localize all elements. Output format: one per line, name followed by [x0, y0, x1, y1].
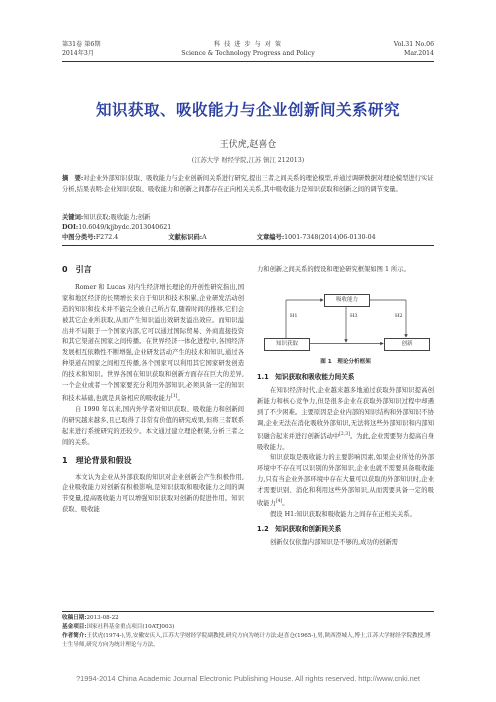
figure-1	[262, 292, 430, 356]
abstract	[62, 174, 438, 196]
doi-text: 10.6049/kjjbydc.2013040621	[78, 224, 172, 231]
innovation-box: 创新	[384, 338, 430, 351]
intro-p1-text: Romer 和 Lucas 对内生经济增长理论的开创性研究指出,国家和地区经济的长期增长来自于知识和技术积累,企业研发活动创造的知识和技术并不能完全被自己所占有,随着时间的推移,它们会被其它企业所获取,从而产生知识溢出效研发溢出效应。而知识溢出并不局限于一个国家内部,它可以通过国际贸易、外商直接投资和其它渠道在国家之间传播。在世界经济一体化进程中,各国经济发展相互依赖性不断增强,企业研发活动产生的技术和知识,通过各种渠道在国家之间相互传播,各个国家可以利用其它国家研发创造的技术和知识。世界各国在知识获取和创新方面存在巨大的差异,一个企业或者一个国家要充分利用外部知识,必须具备一定的知识和技术基础,也就是具备相应的吸收能力	[62, 283, 244, 403]
doi-label: DOI:	[62, 224, 79, 231]
hypothesis-h1: 假设 H1:知识获取和吸收能力之间存在正相关关系。	[270, 511, 416, 519]
authors: 王伏虎,赵喜仓	[219, 140, 277, 150]
doc-code-label: 文献标识码:	[168, 234, 203, 241]
header-date-en: Mar.2014	[403, 50, 434, 57]
h1-label: H1	[290, 313, 298, 319]
received-value: 2013-08-22	[86, 615, 119, 621]
keywords	[62, 213, 438, 223]
figure-1-arrows	[262, 292, 430, 356]
keywords-text: 知识获取;吸收能力;创新	[83, 214, 151, 221]
fund-label: 基金项目:	[62, 624, 87, 630]
subsection-1-1-paragraph-2: 知识获取是吸收能力的主要影响因素,如果企业所处的外部环境中不存在可以识别的外部知识,企业也就不需要具备吸收能力,只有当企业外部环境中存在大量可以获取的外部知识时,企业才需要识别、消化和利用这些外部知识,从而需要具备一定的吸收能力[4]。	[257, 454, 434, 508]
figure-1-caption: 图 1 理论分析框架	[320, 359, 371, 365]
keywords-label: 关键词:	[62, 214, 84, 221]
right-column-top	[257, 265, 434, 276]
right-column-body	[257, 372, 434, 549]
subsection-1-1-heading: 1.1 知识获取和吸收能力间关系	[257, 373, 355, 381]
abstract-label: 摘 要:	[62, 175, 84, 182]
sub11-p2-text: 知识获取是吸收能力的主要影响因素,如果企业所处的外部环境中不存在可以识别的外部知识,企业也就不需要具备吸收能力,只有当企业外部环境中存在大量可以获取的外部知识时,企业才需要识别、消化和利用这些外部知识,从而需要具备一定的吸收能力	[257, 454, 434, 508]
doi	[62, 223, 438, 233]
h3-label: H3	[350, 313, 358, 319]
intro-heading: 0 引言	[62, 265, 92, 274]
article-no-label: 文章编号:	[256, 234, 285, 241]
footnotes	[62, 614, 434, 650]
header-volume-cn: 第31卷 第6期	[62, 41, 101, 48]
subsection-1-2-paragraph-1: 创新仅仅依靠内部知识是不够的,成功的创新需	[270, 538, 398, 546]
received-label: 收稿日期:	[62, 615, 87, 621]
cnki-footer: ?1994-2014 China Academic Journal Electronic Publishing House. All rights reserved. http://www.cnki.net	[76, 674, 420, 683]
intro-paragraph-2: 自 1990 年以来,国内外学者对知识获取、吸收能力和创新间的研究越来越多,且已取得了非常有价值的研究成果,但将三者联系起来进行系统研究的还较少。本文通过建立理论框架,分析三者之间的关系。	[62, 405, 244, 446]
section-1-paragraph-1: 本文认为企业从外部获取的知识对企业创新会产生积极作用,企业吸收能力对创新有积极影响,是知识获取和吸收能力之间的调节变量,提高吸收能力可以增强知识获取对创新的促进作用。知识获取、吸收能	[62, 473, 244, 514]
bio-value: 王伏虎(1974-),男,安徽安庆人,江苏大学财经学院副教授,研究方向为统计方法;赵喜仓(1965-),男,陕西澄城人,博士,江苏大学财经学院教授,博士生导师,研究方向为统计理论与方法。	[62, 633, 431, 648]
citation-4: [4]	[275, 499, 283, 505]
fund-value: 国家社科基金重点项目(10ATJ003)	[86, 624, 175, 630]
classification-line	[62, 233, 438, 243]
citation-2-3: [2,3]	[339, 431, 350, 437]
paper-title: 知识获取、吸收能力与企业创新间关系研究	[95, 101, 400, 119]
clc-value: F272.4	[95, 234, 119, 241]
header-journal-en: Science & Technology Progress and Policy	[181, 50, 315, 57]
abstract-text: 对企业外部知识获取、吸收能力与企业创新间关系进行研究,提出三者之间关系的理论模型,并通过调研数据对理论模型进行实证分析,结果表明:企业知识获取、吸收能力和创新之间都存在正向相关关系,其中吸收能力是知识获取和创新之间的调节变量。	[62, 175, 434, 193]
framework-intro-paragraph: 力和创新之间关系的假设和理论研究框架如图 1 所示。	[257, 266, 410, 273]
header-volume-en: Vol.31 No.06	[393, 41, 434, 48]
intro-paragraph-1: Romer 和 Lucas 对内生经济增长理论的开创性研究指出,国家和地区经济的长期增长来自于知识和技术积累,企业研发活动创造的知识和技术并不能完全被自己所占有,随着时间的推移,它们会被其它企业所获取,从而产生知识溢出效研发溢出效应。而知识溢出并不局限于一个国家内部,它可以通过国际贸易、外商直接投资和其它渠道在国家之间传播。在世界经济一体化进程中,各国经济发展相互依赖性不断增强,企业研发活动产生的技术和知识,通过各种渠道在国家之间相互传播,各个国家可以利用其它国家研发创造的技术和知识。世界各国在知识获取和创新方面存在巨大的差异,一个企业或者一个国家要充分利用外部知识,必须具备一定的知识和技术基础,也就是具备相应的吸收能力[1]。	[62, 283, 244, 403]
h2-label: H2	[395, 313, 403, 319]
bio-label: 作者简介:	[62, 633, 87, 639]
header-date-cn: 2014年3月	[62, 50, 95, 57]
left-column	[62, 265, 244, 516]
sub11-p1-text: 在知识经济时代,企业越来越多地通过获取外部知识提高创新能力和核心竞争力,但是很多企业在获取外部知识过程中却遇到了不少困难。主要原因是企业内部的知识结构和外部知识不协调,企业无法在消化吸收外部知识,无法将这些外部知识和内部知识融合起来并进行创新活动中	[257, 386, 434, 440]
received-date	[62, 614, 434, 623]
subsection-1-1-paragraph-1	[257, 386, 434, 454]
doc-code-value: A	[202, 234, 207, 241]
sub11-p1-tail: 。为此,企业需要努力提高自身吸收能力。	[257, 432, 434, 451]
absorptive-capacity-box: 吸收能力	[324, 294, 370, 307]
header-journal-cn: 科 技 进 步 与 对 策	[213, 41, 283, 48]
article-no-value: 1001-7348(2014)06-0130-04	[284, 234, 376, 241]
section-1-heading: 1 理论背景和假设	[62, 455, 132, 465]
knowledge-acquisition-box: 知识获取	[264, 338, 310, 351]
footnote-rule	[62, 611, 434, 612]
affiliation: (江苏大学 财经学院,江苏 镇江 212013)	[191, 157, 305, 164]
subsection-1-2-heading: 1.2 知识获取和创新间关系	[257, 524, 342, 533]
clc-label: 中图分类号:	[62, 234, 96, 241]
abstract-rule	[62, 245, 434, 246]
author-bio	[62, 632, 434, 650]
header-rule	[62, 61, 434, 62]
citation-1: [1]	[171, 393, 178, 399]
fund-project	[62, 623, 434, 632]
